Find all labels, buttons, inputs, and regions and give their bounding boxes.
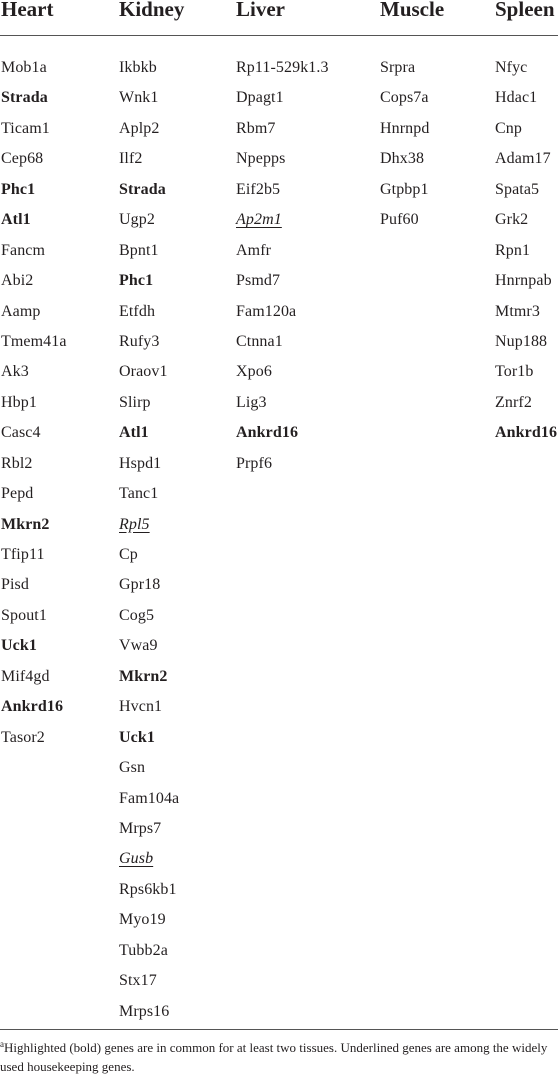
gene-name: Nup188 xyxy=(495,332,548,350)
gene-name: Rufy3 xyxy=(119,332,160,350)
gene-cell xyxy=(380,175,429,205)
gene-cell xyxy=(1,266,67,296)
gene-cell xyxy=(1,570,67,600)
gene-name: Ak3 xyxy=(1,363,29,381)
gene-cell xyxy=(119,540,179,570)
gene-cell xyxy=(1,236,67,266)
gene-cell xyxy=(119,510,179,540)
gene-cell xyxy=(119,601,179,631)
gene-cell xyxy=(1,327,67,357)
gene-name: Etfdh xyxy=(119,302,156,320)
gene-name: Bpnt1 xyxy=(119,241,159,259)
gene-cell xyxy=(495,327,557,357)
column-header-muscle: Muscle xyxy=(380,0,445,21)
gene-name: Hbp1 xyxy=(1,393,37,411)
gene-cell xyxy=(236,53,329,83)
column-heart xyxy=(1,53,67,753)
gene-name: Fam104a xyxy=(119,789,180,807)
gene-name: Tfip11 xyxy=(1,546,45,563)
gene-name: Cep68 xyxy=(1,150,44,168)
gene-name: Pisd xyxy=(1,576,29,594)
gene-cell xyxy=(236,236,329,266)
gene-cell xyxy=(119,266,179,296)
gene-cell xyxy=(119,936,179,966)
footnote-marker: a xyxy=(0,1039,4,1049)
gene-cell xyxy=(119,753,179,783)
gene-name: Hnrnpd xyxy=(380,119,430,137)
gene-name: Strada xyxy=(119,180,166,198)
gene-cell xyxy=(119,570,179,600)
gene-cell xyxy=(236,418,329,448)
gene-cell xyxy=(1,83,67,113)
footnote-text: Highlighted (bold) genes are in common for at least two tissues. Underlined genes are among the widely used housekeeping genes. xyxy=(0,1040,548,1074)
gene-cell xyxy=(1,357,67,387)
column-spleen xyxy=(495,53,557,449)
gene-name: Cp xyxy=(119,546,138,563)
gene-name: Phc1 xyxy=(119,272,154,290)
gene-name: Mkrn2 xyxy=(119,667,168,685)
column-header-liver: Liver xyxy=(236,0,285,21)
gene-cell xyxy=(236,297,329,327)
gene-cell xyxy=(495,205,557,235)
gene-name: Mrps7 xyxy=(119,819,162,837)
gene-cell xyxy=(236,357,329,387)
gene-cell xyxy=(1,723,67,753)
gene-cell xyxy=(119,327,179,357)
gene-name: Oraov1 xyxy=(119,363,168,381)
gene-name: Aamp xyxy=(1,302,41,320)
gene-name: Puf60 xyxy=(380,211,419,229)
gene-name: Fancm xyxy=(1,241,46,259)
gene-cell xyxy=(119,997,179,1027)
gene-cell xyxy=(119,388,179,418)
gene-cell xyxy=(1,631,67,661)
gene-cell xyxy=(236,114,329,144)
gene-name: Atl1 xyxy=(1,211,31,229)
gene-cell xyxy=(119,844,179,874)
gene-name: Ankrd16 xyxy=(1,698,64,716)
gene-name: Mob1a xyxy=(1,59,47,76)
gene-name: Gtpbp1 xyxy=(380,180,429,198)
column-kidney xyxy=(119,53,179,1027)
gene-cell xyxy=(495,53,557,83)
gene-name: Rbl2 xyxy=(1,454,33,472)
gene-name: Rpl5 xyxy=(119,515,150,533)
gene-cell xyxy=(1,540,67,570)
gene-name: Hspd1 xyxy=(119,454,162,472)
gene-name: Tor1b xyxy=(495,363,534,381)
gene-cell xyxy=(119,814,179,844)
gene-cell xyxy=(1,601,67,631)
gene-name: Cops7a xyxy=(380,89,429,107)
gene-name: Slirp xyxy=(119,393,151,411)
gene-cell xyxy=(119,236,179,266)
table-header-row xyxy=(0,0,558,30)
gene-name: Cnp xyxy=(495,119,522,137)
gene-name: Hvcn1 xyxy=(119,698,163,716)
gene-cell xyxy=(119,357,179,387)
gene-cell xyxy=(236,327,329,357)
gene-name: Rbm7 xyxy=(236,119,276,137)
gene-cell xyxy=(119,449,179,479)
gene-cell xyxy=(380,53,429,83)
gene-name: Uck1 xyxy=(119,728,155,746)
gene-name: Hnrnpab xyxy=(495,272,552,290)
column-liver xyxy=(236,53,329,479)
gene-name: Myo19 xyxy=(119,911,166,929)
gene-cell xyxy=(119,631,179,661)
gene-name: Grk2 xyxy=(495,211,529,229)
gene-cell xyxy=(1,692,67,722)
gene-name: Tmem41a xyxy=(1,332,67,350)
gene-name: Mkrn2 xyxy=(1,515,50,533)
gene-name: Ankrd16 xyxy=(495,424,558,442)
gene-cell xyxy=(236,449,329,479)
gene-name: Tanc1 xyxy=(119,485,159,503)
gene-cell xyxy=(119,479,179,509)
gene-cell xyxy=(119,784,179,814)
gene-name: Spout1 xyxy=(1,606,47,624)
gene-cell xyxy=(495,297,557,327)
gene-name: Phc1 xyxy=(1,180,36,198)
column-header-kidney: Kidney xyxy=(119,0,185,21)
gene-cell xyxy=(236,175,329,205)
column-muscle xyxy=(380,53,429,236)
gene-name: Mtmr3 xyxy=(495,302,540,320)
footer-rule xyxy=(0,1029,558,1030)
gene-cell xyxy=(380,144,429,174)
gene-cell xyxy=(1,297,67,327)
gene-name: Ikbkb xyxy=(119,59,157,76)
gene-name: Atl1 xyxy=(119,424,149,442)
gene-name: Xpo6 xyxy=(236,363,272,381)
gene-cell xyxy=(119,144,179,174)
column-header-heart: Heart xyxy=(1,0,54,21)
table-footnote xyxy=(0,1038,556,1076)
gene-cell xyxy=(495,388,557,418)
gene-name: Fam120a xyxy=(236,302,297,320)
gene-cell xyxy=(495,175,557,205)
gene-cell xyxy=(119,418,179,448)
gene-cell xyxy=(119,875,179,905)
gene-cell xyxy=(119,114,179,144)
gene-cell xyxy=(119,297,179,327)
gene-name: Rp11-529k1.3 xyxy=(236,59,329,76)
gene-name: Aplp2 xyxy=(119,119,160,137)
gene-name: Vwa9 xyxy=(119,637,158,655)
gene-name: Nfyc xyxy=(495,59,528,76)
gene-cell xyxy=(495,114,557,144)
gene-name: Mif4gd xyxy=(1,667,50,685)
gene-name: Abi2 xyxy=(1,272,34,290)
gene-cell xyxy=(119,205,179,235)
gene-name: Rps6kb1 xyxy=(119,880,177,898)
gene-cell xyxy=(380,205,429,235)
gene-cell xyxy=(1,479,67,509)
gene-cell xyxy=(119,692,179,722)
gene-cell xyxy=(119,662,179,692)
gene-cell xyxy=(236,205,329,235)
gene-cell xyxy=(495,144,557,174)
gene-name: Ap2m1 xyxy=(236,211,282,229)
gene-name: Prpf6 xyxy=(236,454,273,472)
gene-cell xyxy=(1,144,67,174)
gene-cell xyxy=(119,905,179,935)
gene-name: Lig3 xyxy=(236,393,267,411)
gene-cell xyxy=(119,83,179,113)
gene-cell xyxy=(1,388,67,418)
gene-cell xyxy=(495,236,557,266)
gene-cell xyxy=(236,388,329,418)
gene-name: Gusb xyxy=(119,850,154,868)
gene-cell xyxy=(119,966,179,996)
gene-name: Hdac1 xyxy=(495,89,538,107)
gene-cell xyxy=(236,144,329,174)
gene-cell xyxy=(119,175,179,205)
gene-name: Dhx38 xyxy=(380,150,425,168)
gene-name: Spata5 xyxy=(495,180,540,198)
gene-cell xyxy=(495,266,557,296)
gene-name: Dpagt1 xyxy=(236,89,284,107)
gene-cell xyxy=(495,357,557,387)
gene-name: Ugp2 xyxy=(119,211,155,229)
gene-cell xyxy=(119,723,179,753)
gene-name: Ctnna1 xyxy=(236,332,283,350)
gene-cell xyxy=(236,266,329,296)
gene-name: Ticam1 xyxy=(1,119,50,137)
gene-name: Ankrd16 xyxy=(236,424,299,442)
gene-cell xyxy=(1,175,67,205)
gene-name: Mrps16 xyxy=(119,1002,170,1020)
gene-name: Stx17 xyxy=(119,972,157,990)
gene-name: Psmd7 xyxy=(236,272,281,290)
gene-name: Amfr xyxy=(236,241,272,259)
gene-cell xyxy=(1,418,67,448)
gene-name: Rpn1 xyxy=(495,241,531,259)
gene-name: Strada xyxy=(1,89,48,107)
gene-name: Gsn xyxy=(119,759,146,777)
gene-cell xyxy=(380,83,429,113)
gene-name: Cog5 xyxy=(119,606,155,624)
gene-cell xyxy=(495,418,557,448)
gene-cell xyxy=(380,114,429,144)
gene-cell xyxy=(1,510,67,540)
header-rule xyxy=(0,35,558,36)
gene-cell xyxy=(119,53,179,83)
gene-name: Npepps xyxy=(236,150,286,168)
gene-cell xyxy=(1,114,67,144)
gene-cell xyxy=(1,662,67,692)
gene-name: Gpr18 xyxy=(119,576,161,594)
gene-cell xyxy=(495,83,557,113)
gene-name: Tubb2a xyxy=(119,941,168,959)
gene-name: Ilf2 xyxy=(119,150,143,168)
gene-cell xyxy=(1,205,67,235)
gene-cell xyxy=(1,53,67,83)
gene-cell xyxy=(1,449,67,479)
gene-name: Znrf2 xyxy=(495,393,532,411)
gene-name: Pepd xyxy=(1,485,34,503)
gene-name: Adam17 xyxy=(495,150,551,168)
gene-name: Casc4 xyxy=(1,424,41,442)
column-header-spleen: Spleen xyxy=(495,0,555,21)
gene-name: Tasor2 xyxy=(1,728,45,746)
gene-name: Uck1 xyxy=(1,637,37,655)
gene-name: Wnk1 xyxy=(119,89,159,107)
gene-name: Srpra xyxy=(380,59,416,76)
gene-cell xyxy=(236,83,329,113)
gene-name: Eif2b5 xyxy=(236,180,281,198)
